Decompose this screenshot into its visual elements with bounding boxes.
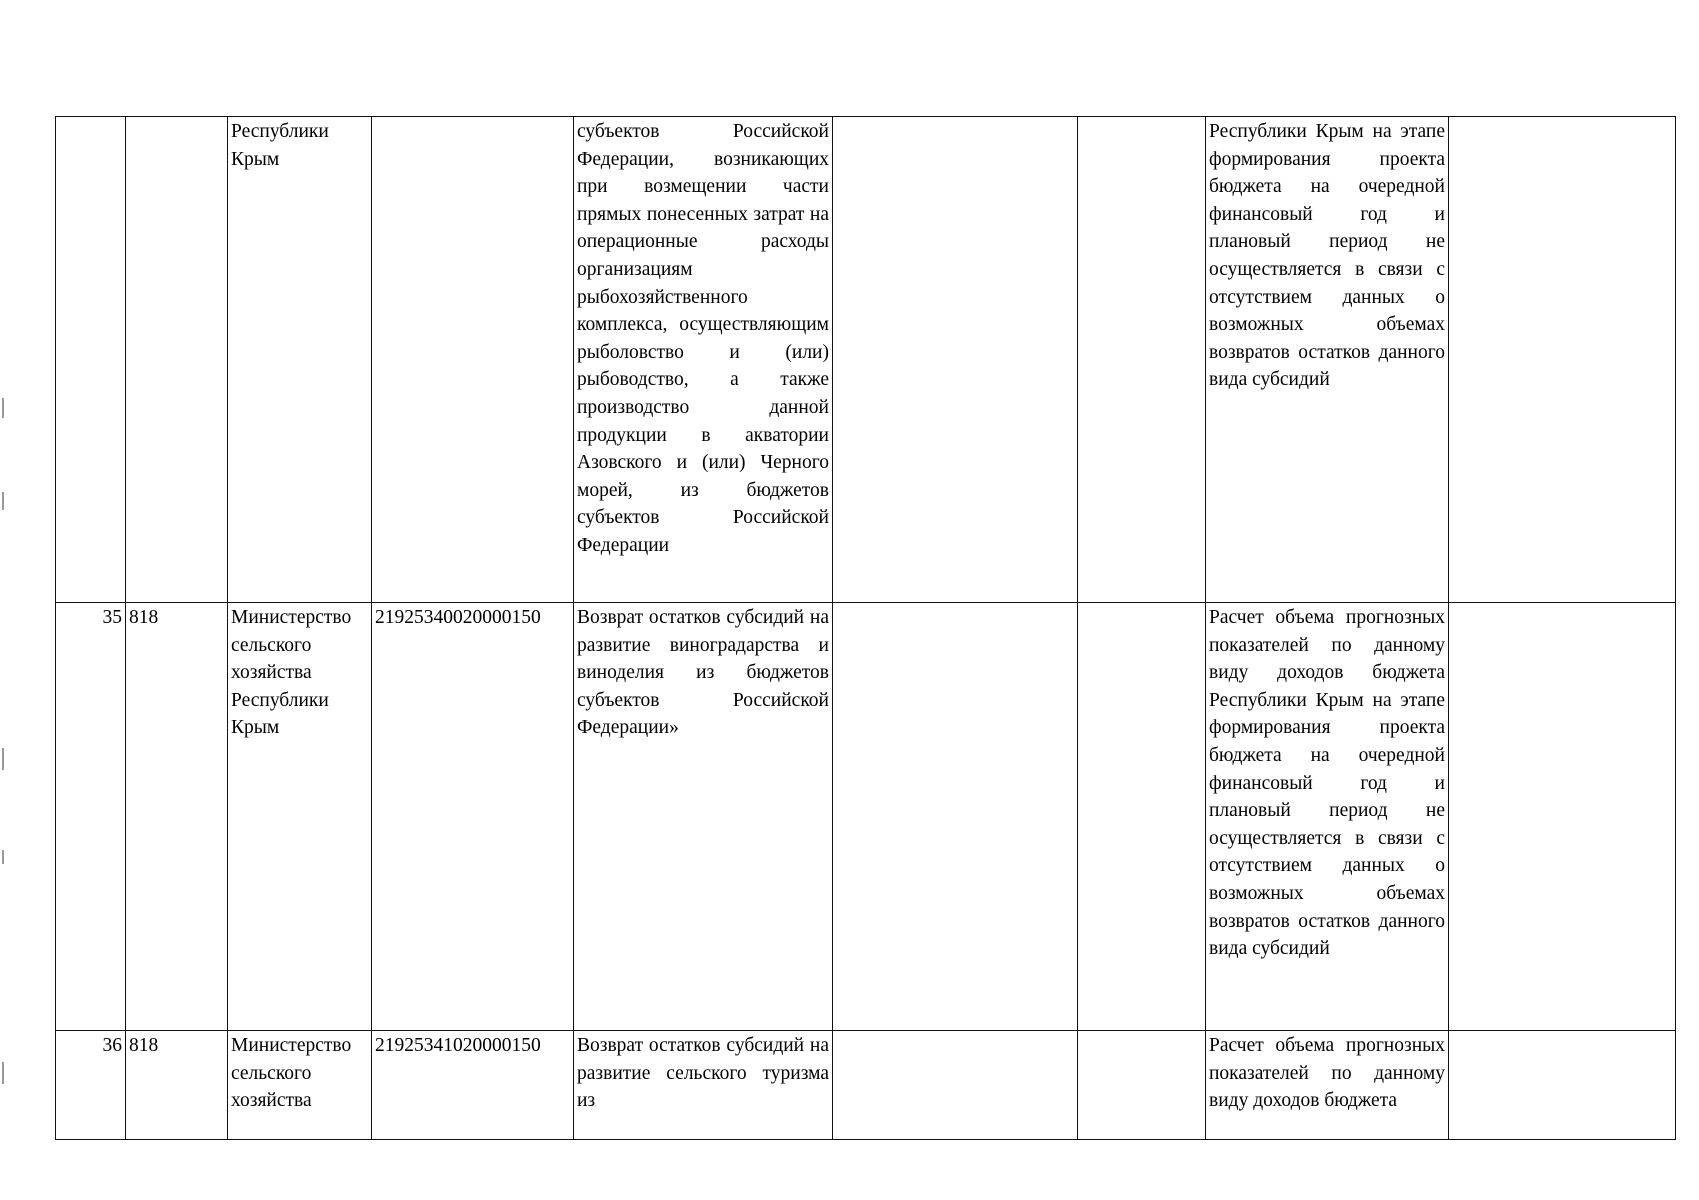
table-row [56,1031,1676,1140]
scan-edge-mark [2,1062,4,1084]
empty-cell [833,117,1078,603]
revenue-name-cell: Возврат остатков субсидий на развитие виноградарства и виноделия из бюджетов субъектов Российской Федерации» [574,603,833,1031]
row-number-cell [56,117,126,603]
kbk-code-cell [372,117,574,603]
kbk-code-cell: 21925341020000150 [372,1031,574,1140]
empty-cell [833,603,1078,1031]
row-number-cell: 35 [56,603,126,1031]
empty-cell [1449,117,1676,603]
administrator-cell: Министерство сельского хозяйства [228,1031,372,1140]
empty-cell [1078,1031,1206,1140]
admin-code-cell: 818 [126,1031,228,1140]
scan-edge-mark [2,398,4,418]
calculation-method-cell: Республики Крым на этапе формирования проекта бюджета на очередной финансовый год и плановый период не осуществляется в связи с отсутствием данных о возможных объемах возвратов остатков данного вида субсидий [1206,117,1449,603]
revenue-forecast-table [55,116,1676,1140]
admin-code-cell: 818 [126,603,228,1031]
revenue-name-cell: Возврат остатков субсидий на развитие сельского туризма из [574,1031,833,1140]
revenue-name-cell: субъектов Российской Федерации, возникающих при возмещении части прямых понесенных затрат на операционные расходы организациям рыбохозяйственного комплекса, осуществляющим рыболовство и (или) рыбоводство, а также производство данной продукции в акватории Азовского и (или) Черного морей, из бюджетов субъектов Российской Федерации [574,117,833,603]
kbk-code-cell: 21925340020000150 [372,603,574,1031]
empty-cell [1449,603,1676,1031]
empty-cell [1078,603,1206,1031]
calculation-method-cell: Расчет объема прогнозных показателей по данному виду доходов бюджета Республики Крым на этапе формирования проекта бюджета на очередной финансовый год и плановый период не осуществляется в связи с отсутствием данных о возможных объемах возвратов остатков данного вида субсидий [1206,603,1449,1031]
scan-edge-mark [2,492,4,510]
empty-cell [1078,117,1206,603]
empty-cell [1449,1031,1676,1140]
calculation-method-cell: Расчет объема прогнозных показателей по данному виду доходов бюджета [1206,1031,1449,1140]
table-row [56,603,1676,1031]
scan-edge-mark [2,850,4,864]
empty-cell [833,1031,1078,1140]
admin-code-cell [126,117,228,603]
row-number-cell: 36 [56,1031,126,1140]
table-row [56,117,1676,603]
scan-edge-mark [2,748,4,770]
administrator-cell: Министерство сельского хозяйства Республики Крым [228,603,372,1031]
administrator-cell: Республики Крым [228,117,372,603]
